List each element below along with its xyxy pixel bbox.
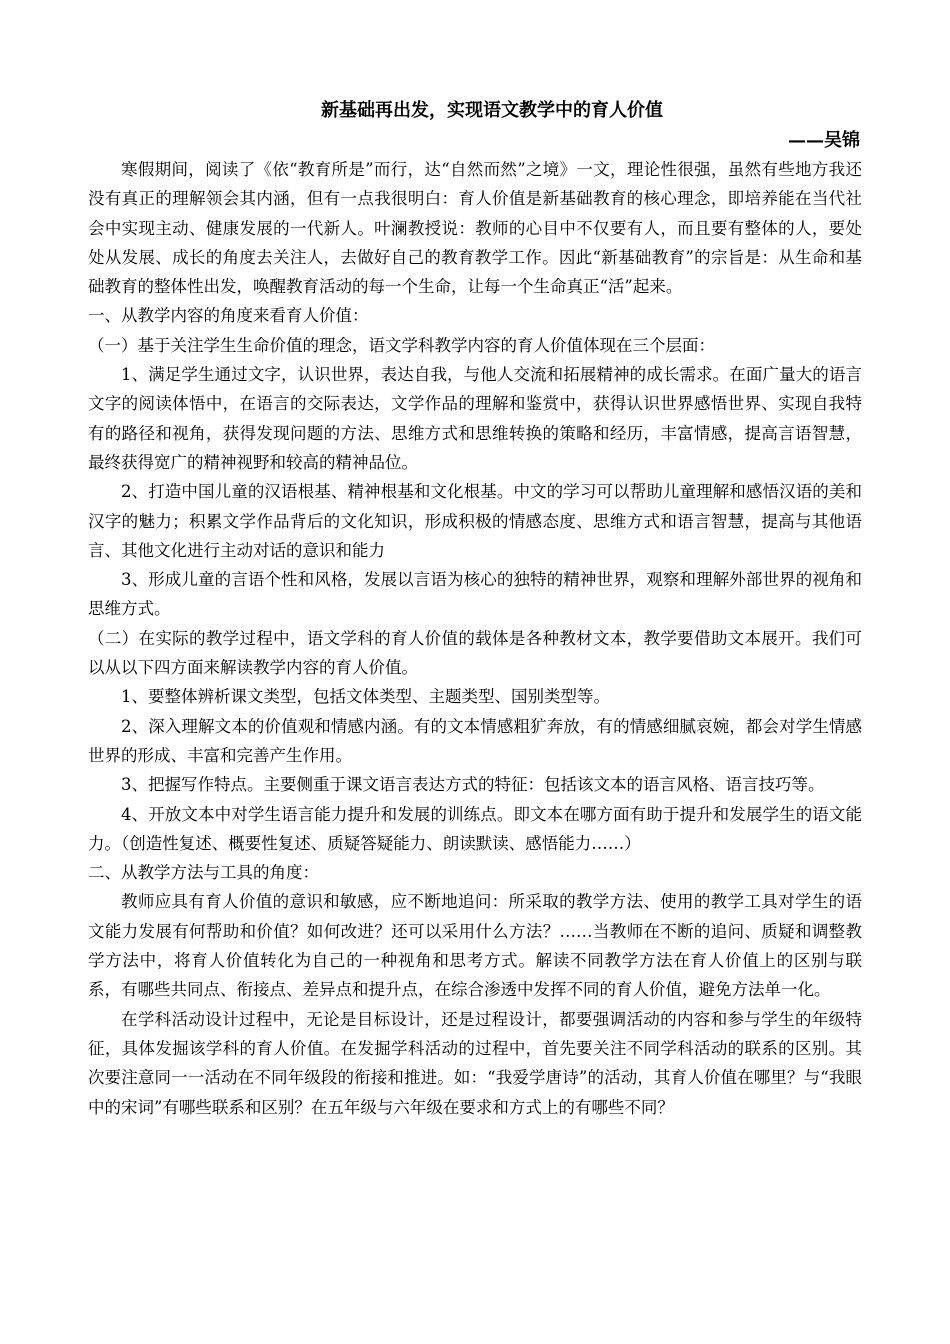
list-item: 1、满足学生通过文字，认识世界，表达自我，与他人交流和拓展精神的成长需求。在面广量大的语言文字的阅读体悟中，在语言的交际表达，文学作品的理解和鉴赏中，获得认识世界感悟世界、实现自我特有的路径和视角，获得发现问题的方法、思维方式和思维转换的策略和经历，丰富情感，提高言语智慧，最终获得宽广的精神视野和较高的精神品位。 [88,365,862,472]
list-item: 4、开放文本中对学生语言能力提升和发展的训练点。即文本在哪方面有助于提升和发展学生的语文能力。（创造性复述、概要性复述、质疑答疑能力、朗读默读、感悟能力……） [88,804,862,853]
section-heading-2: 二、从教学方法与工具的角度： [88,863,319,883]
paragraph-intro: 寒假期间，阅读了《依“教育所是”而行，达“自然而然”之境》一文，理论性很强，虽然有些地方我还没有真正的理解领会其内涵，但有一点我很明白：育人价值是新基础教育的核心理念，即培养能在当代社会中实现主动、健康发展的一代新人。叶澜教授说：教师的心目中不仅要有人，而且要有整体的人，要处处从发展、成长的角度去关注人，去做好自己的教育教学工作。因此“新基础教育”的宗旨是：从生命和基础教育的整体性出发，唤醒教育活动的每一个生命，让每一个生命真正“活”起来。 [88,160,862,297]
list-item: 2、打造中国儿童的汉语根基、精神根基和文化根基。中文的学习可以帮助儿童理解和感悟汉语的美和汉字的魅力；积累文学作品背后的文化知识，形成积极的情感态度、思维方式和语言智慧，提高与其他语言、其他文化进行主动对话的意识和能力 [88,482,862,560]
body-paragraph: 教师应具有育人价值的意识和敏感，应不断地追问：所采取的教学方法、使用的教学工具对学生的语文能力发展有何帮助和价值？如何改进？还可以采用什么方法？……当教师在不断的追问、质疑和调整教学方法中，将育人价值转化为自己的一种视角和思考方式。解读不同教学方法在育人价值上的区别与联系，有哪些共同点、衔接点、差异点和提升点，在综合渗透中发挥不同的育人价值，避免方法单一化。 [88,892,862,1000]
document-author: ——吴锦 [788,130,860,151]
list-item: 2、深入理解文本的价值观和情感内涵。有的文本情感粗犷奔放，有的情感细腻哀婉，都会对学生情感世界的形成、丰富和完善产生作用。 [88,716,862,765]
section-heading-1: 一、从教学内容的角度来看育人价值： [88,306,369,326]
subsection-heading-2: （二）在实际的教学过程中，语文学科的育人价值的载体是各种教材文本，教学要借助文本展开。我们可以从以下四方面来解读教学内容的育人价值。 [88,628,862,678]
list-item: 3、把握写作特点。主要侧重于课文语言表达方式的特征：包括该文本的语言风格、语言技巧等。 [121,775,825,795]
list-item: 3、形成儿童的言语个性和风格，发展以言语为核心的独特的精神世界，观察和理解外部世界的视角和思维方式。 [88,570,862,619]
list-item: 1、要整体辨析课文类型，包括文体类型、主题类型、国别类型等。 [121,687,610,707]
document-title: 新基础再出发，实现语文教学中的育人价值 [321,100,663,121]
document-page [88,96,862,1122]
subsection-heading-1: （一）基于关注学生生命价值的理念，语文学科教学内容的育人价值体现在三个层面： [88,335,715,355]
body-paragraph: 在学科活动设计过程中，无论是目标设计，还是过程设计，都要强调活动的内容和参与学生的年级特征，具体发掘该学科的育人价值。在发掘学科活动的过程中，首先要关注不同学科活动的联系的区别。其次要注意同一一活动在不同年级段的衔接和推进。如：“我爱学唐诗”的活动，其育人价值在哪里？与“我眼中的宋词”有哪些联系和区别？在五年级与六年级在要求和方式上的有哪些不同？ [88,1009,862,1117]
